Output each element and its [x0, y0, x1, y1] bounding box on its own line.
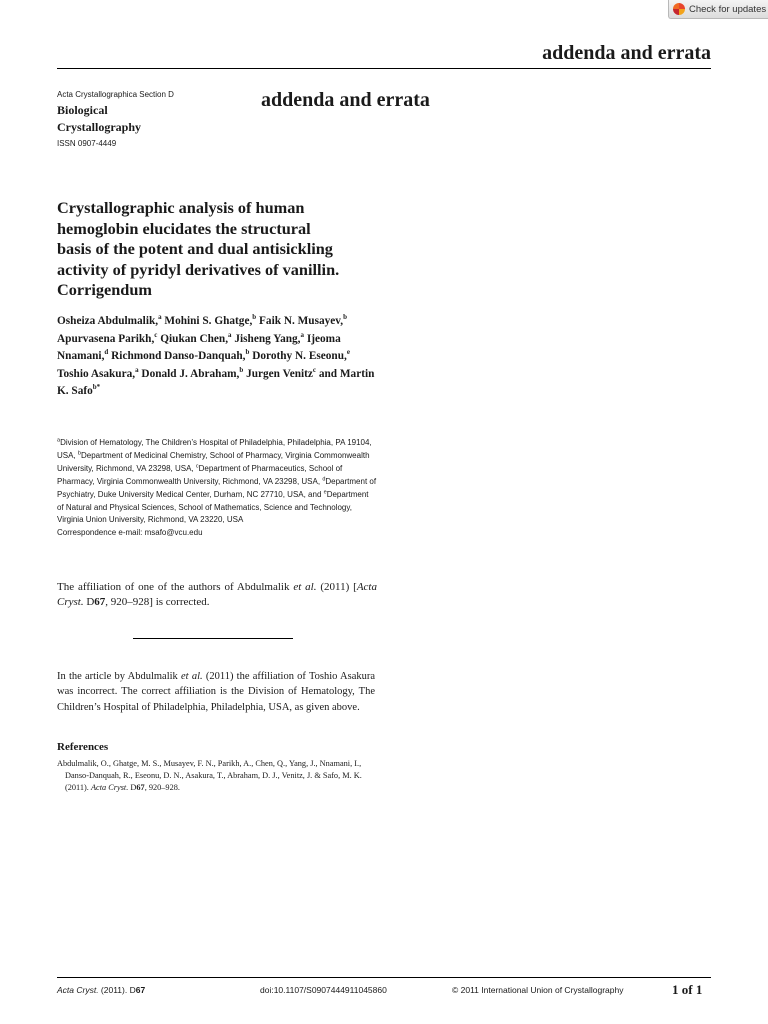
footer-journal: Acta Cryst.: [57, 985, 99, 995]
abstract-journal: Acta Cryst.: [57, 581, 377, 609]
abstract-text: D: [83, 596, 95, 609]
reference-journal: Acta Cryst.: [90, 782, 129, 792]
issn: ISSN 0907-4449: [57, 139, 117, 148]
running-header-title: addenda and errata: [542, 42, 711, 64]
affiliation-key: d: [322, 476, 326, 483]
title-line: activity of pyridyl derivatives of vanillin.: [57, 259, 340, 279]
page-number: 1 of 1: [672, 982, 703, 997]
author-affiliation-mark: a: [158, 313, 162, 322]
abstract: [57, 580, 377, 611]
author-name: Richmond Danso-Danquah,: [111, 350, 246, 363]
journal-name: [57, 102, 141, 136]
author-affiliation-mark: d: [104, 348, 109, 357]
footer-citation: [57, 985, 145, 995]
author-name: Qiukan Chen,: [160, 332, 229, 345]
journal-name-line: Biological: [57, 103, 108, 117]
check-for-updates-button[interactable]: [668, 0, 768, 19]
title-line: Corrigendum: [57, 280, 152, 300]
author-name: Dorothy N. Eseonu,: [252, 350, 347, 363]
body-text: In the article by Abdulmalik: [57, 671, 182, 682]
author-affiliation-mark: a: [300, 330, 305, 339]
affiliation-text: Department of Natural and Physical Sciences, School of Mathematics, Science and Technology, Virginia Union University, Richmond, VA 23220, USA: [57, 489, 369, 525]
author-name: Faik N. Musayev,: [259, 315, 344, 327]
author-name: Jurgen Venitz: [246, 367, 313, 380]
abstract-text: (2011) [: [316, 581, 357, 593]
header-divider: [57, 68, 711, 69]
affiliation-text: Department of Medicinal Chemistry, School of Pharmacy, Virginia Commonwealth University, Richmond, VA 23298, USA,: [57, 450, 370, 473]
check-for-updates-label: Check for updates: [689, 3, 767, 15]
affiliation-key: a: [57, 437, 61, 444]
author-affiliation-mark: b: [239, 366, 244, 375]
reference-volume: 67: [136, 782, 145, 792]
journal-section: Acta Crystallographica Section D: [57, 90, 174, 99]
title-line: Crystallographic analysis of human: [57, 198, 305, 217]
check-updates-icon: [673, 3, 685, 15]
references-heading: References: [57, 741, 109, 753]
journal-name-line: Crystallography: [57, 120, 141, 134]
footer-doi: doi:10.1107/S0907444911045860: [260, 985, 387, 995]
footer-year: (2011). D: [98, 985, 136, 995]
author-affiliation-mark: b: [245, 348, 250, 357]
author-affiliation-mark: b*: [92, 383, 101, 392]
body-paragraph: [57, 669, 375, 715]
reference-entry: [57, 758, 375, 794]
abstract-etal: et al.: [293, 581, 317, 593]
author-affiliation-mark: e: [346, 348, 350, 357]
body-text: (2011) the affiliation of Toshio Asakura was incorrect. The correct affiliation is the Division of Hematology, The Children’s Hospital of Philadelphia, Philadelphia, USA, as given above.: [57, 671, 376, 713]
footer-divider: [57, 977, 711, 978]
author-name: Mohini S. Ghatge,: [164, 315, 253, 327]
affiliation-key: b: [77, 450, 81, 457]
author-name: Osheiza Abdulmalik,: [57, 315, 159, 327]
author-affiliation-mark: b: [343, 313, 348, 322]
footer-volume: 67: [135, 985, 146, 995]
abstract-divider: [133, 638, 293, 639]
title-line: hemoglobin elucidates the structural: [57, 218, 311, 238]
affiliation-key: e: [323, 488, 327, 495]
author-affiliation-mark: a: [228, 330, 232, 339]
section-title: addenda and errata: [261, 89, 430, 111]
author-name: Apurvasena Parikh,: [57, 332, 155, 345]
affiliation-text: Department of Psychiatry, Duke University Medical Center, Durham, NC 27710, USA, and: [57, 476, 377, 499]
reference-text: D: [128, 782, 137, 792]
author-affiliation-mark: a: [135, 366, 139, 375]
author-name: Donald J. Abraham,: [141, 367, 240, 380]
article-title: [57, 198, 377, 301]
author-list: [57, 313, 377, 401]
author-name: and Martin K. Safo: [57, 367, 375, 398]
abstract-volume: 67: [94, 596, 106, 609]
affiliation-text: Department of Pharmaceutics, School of Pharmacy, Virginia Commonwealth University, Richmond, VA 23298, USA,: [57, 463, 343, 486]
author-affiliation-mark: c: [312, 366, 317, 375]
affiliations: [57, 437, 377, 527]
footer-copyright: © 2011 International Union of Crystallography: [452, 985, 624, 995]
abstract-text: The affiliation of one of the authors of Abdulmalik: [57, 581, 294, 593]
reference-text: Abdulmalik, O., Ghatge, M. S., Musayev, F. N., Parikh, A., Chen, Q., Yang, J., Nnamani, I., Danso-Danquah, R., Eseonu, D. N., Asakura, T., Abraham, D. J., Venitz, J. & Safo, M. K. (2011).: [57, 759, 362, 792]
author-name: Toshio Asakura,: [57, 367, 136, 380]
body-etal: et al.: [181, 671, 203, 682]
affiliation-key: c: [195, 463, 199, 470]
author-name: Ijeoma Nnamani,: [57, 332, 341, 363]
author-affiliation-mark: c: [154, 330, 158, 339]
reference-pages: , 920–928.: [144, 782, 180, 792]
abstract-text: , 920–928] is corrected.: [105, 596, 210, 609]
correspondence-email: Correspondence e-mail: msafo@vcu.edu: [57, 528, 203, 537]
affiliation-text: Division of Hematology, The Children’s Hospital of Philadelphia, Philadelphia, PA 19104, USA,: [57, 438, 372, 460]
title-line: basis of the potent and dual antisickling: [57, 239, 333, 259]
author-affiliation-mark: b: [252, 313, 257, 322]
author-name: Jisheng Yang,: [234, 332, 301, 345]
